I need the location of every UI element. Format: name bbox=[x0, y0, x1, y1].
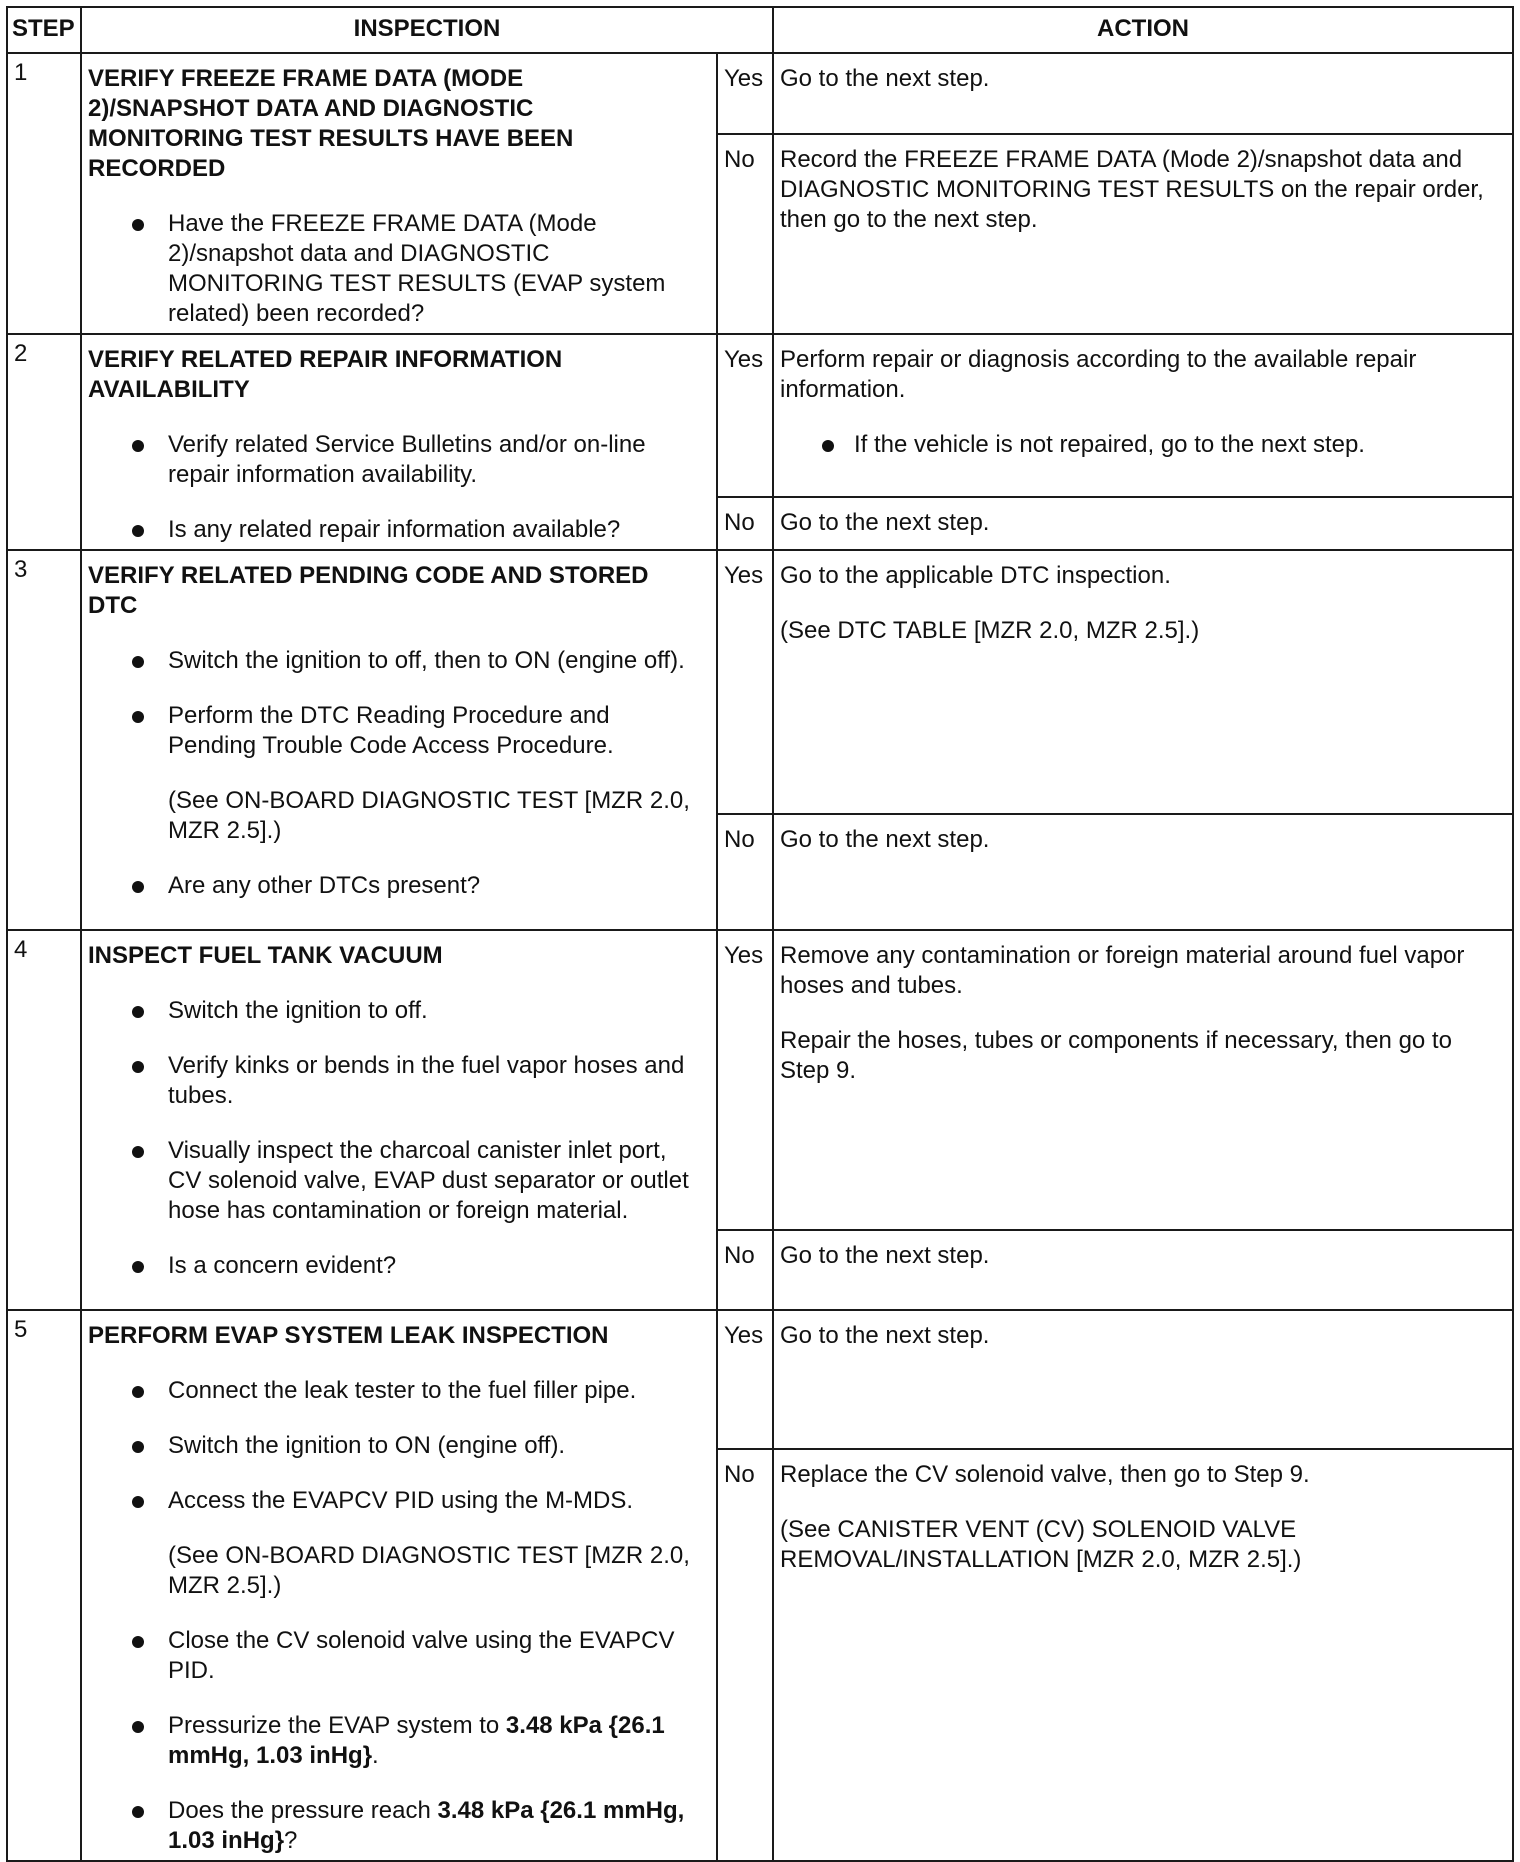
inspection-bullet: Connect the leak tester to the fuel filler pipe. bbox=[88, 1376, 710, 1406]
step-inspection bbox=[81, 1310, 717, 1861]
yes-action: Go to the next step. bbox=[773, 1310, 1513, 1449]
inspection-bullet: Verify related Service Bulletins and/or on-line repair information availability. bbox=[88, 430, 710, 490]
inspection-bullet: Close the CV solenoid valve using the EVAPCV PID. bbox=[88, 1626, 710, 1686]
step-number: 4 bbox=[7, 930, 81, 1310]
step-inspection bbox=[81, 334, 717, 550]
diagnostic-table bbox=[6, 6, 1514, 1862]
yes-label: Yes bbox=[717, 53, 773, 134]
no-label: No bbox=[717, 1230, 773, 1310]
step-2-yes-row bbox=[7, 334, 1513, 497]
action-bullet: If the vehicle is not repaired, go to the next step. bbox=[780, 430, 1506, 460]
yes-label: Yes bbox=[717, 1310, 773, 1449]
pressure-spec: 3.48 kPa {26.1 mmHg, 1.03 inHg} bbox=[168, 1797, 685, 1854]
no-action: Go to the next step. bbox=[773, 1230, 1513, 1310]
no-action: Replace the CV solenoid valve, then go to Step 9. (See CANISTER VENT (CV) SOLENOID VALVE REMOVAL/INSTALLATION [MZR 2.0, MZR 2.5].) bbox=[773, 1449, 1513, 1861]
step-column-header: STEP bbox=[7, 7, 81, 53]
no-label: No bbox=[717, 814, 773, 930]
table-header-row bbox=[7, 7, 1513, 53]
action-column-header: ACTION bbox=[773, 7, 1513, 53]
step-inspection bbox=[81, 930, 717, 1310]
action-note: Repair the hoses, tubes or components if necessary, then go to Step 9. bbox=[780, 1027, 1452, 1084]
inspection-bullet: Perform the DTC Reading Procedure and Pending Trouble Code Access Procedure. bbox=[88, 701, 710, 761]
no-label: No bbox=[717, 134, 773, 334]
reference-note: (See CANISTER VENT (CV) SOLENOID VALVE REMOVAL/INSTALLATION [MZR 2.0, MZR 2.5].) bbox=[780, 1516, 1302, 1574]
inspection-bullet: Access the EVAPCV PID using the M-MDS. bbox=[88, 1486, 710, 1516]
step-number: 2 bbox=[7, 334, 81, 550]
yes-action: Go to the applicable DTC inspection. (See DTC TABLE [MZR 2.0, MZR 2.5].) bbox=[773, 550, 1513, 814]
yes-label: Yes bbox=[717, 930, 773, 1230]
reference-note: (See DTC TABLE [MZR 2.0, MZR 2.5].) bbox=[780, 617, 1200, 644]
no-action: Record the FREEZE FRAME DATA (Mode 2)/snapshot data and DIAGNOSTIC MONITORING TEST RESULTS on the repair order, then go to the next step. bbox=[773, 134, 1513, 334]
step-title: VERIFY RELATED REPAIR INFORMATION AVAILABILITY bbox=[88, 346, 563, 403]
inspection-column-header: INSPECTION bbox=[81, 7, 773, 53]
inspection-bullet: Pressurize the EVAP system to 3.48 kPa {26.1 mmHg, 1.03 inHg}. bbox=[88, 1711, 710, 1771]
inspection-question: Is any related repair information available? bbox=[88, 515, 710, 545]
step-inspection bbox=[81, 550, 717, 930]
inspection-bullet: Visually inspect the charcoal canister inlet port, CV solenoid valve, EVAP dust separator or outlet hose has contamination or foreign material. bbox=[88, 1136, 710, 1226]
no-label: No bbox=[717, 497, 773, 550]
reference-note: (See ON-BOARD DIAGNOSTIC TEST [MZR 2.0, MZR 2.5].) bbox=[168, 1542, 690, 1599]
inspection-question: Is a concern evident? bbox=[88, 1251, 710, 1281]
step-number: 3 bbox=[7, 550, 81, 930]
inspection-question: Does the pressure reach 3.48 kPa {26.1 mmHg, 1.03 inHg}? bbox=[88, 1796, 710, 1856]
inspection-bullet: Switch the ignition to ON (engine off). bbox=[88, 1431, 710, 1461]
inspection-question: Are any other DTCs present? bbox=[88, 871, 710, 901]
step-4-yes-row bbox=[7, 930, 1513, 1230]
step-title: VERIFY RELATED PENDING CODE AND STORED DTC bbox=[88, 562, 649, 619]
step-title: PERFORM EVAP SYSTEM LEAK INSPECTION bbox=[88, 1322, 609, 1349]
step-number: 5 bbox=[7, 1310, 81, 1861]
inspection-bullet: Switch the ignition to off, then to ON (engine off). bbox=[88, 646, 710, 676]
no-action: Go to the next step. bbox=[773, 497, 1513, 550]
diagnostic-procedure bbox=[6, 6, 1514, 1862]
reference-note: (See ON-BOARD DIAGNOSTIC TEST [MZR 2.0, MZR 2.5].) bbox=[168, 787, 690, 844]
inspection-bullet: Have the FREEZE FRAME DATA (Mode 2)/snapshot data and DIAGNOSTIC MONITORING TEST RESULTS (EVAP system related) been recorded? bbox=[88, 209, 710, 329]
no-label: No bbox=[717, 1449, 773, 1861]
yes-action: Perform repair or diagnosis according to the available repair information. If the vehicle is not repaired, go to the next step. bbox=[773, 334, 1513, 497]
step-title: INSPECT FUEL TANK VACUUM bbox=[88, 942, 443, 969]
step-3-yes-row bbox=[7, 550, 1513, 814]
no-action: Go to the next step. bbox=[773, 814, 1513, 930]
step-5-yes-row bbox=[7, 1310, 1513, 1449]
yes-action: Go to the next step. bbox=[773, 53, 1513, 134]
step-inspection bbox=[81, 53, 717, 334]
inspection-bullet: Switch the ignition to off. bbox=[88, 996, 710, 1026]
pressure-spec: 3.48 kPa {26.1 mmHg, 1.03 inHg} bbox=[168, 1712, 665, 1769]
step-number: 1 bbox=[7, 53, 81, 334]
step-1-yes-row bbox=[7, 53, 1513, 134]
step-title: VERIFY FREEZE FRAME DATA (MODE 2)/SNAPSHOT DATA AND DIAGNOSTIC MONITORING TEST RESULTS HAVE BEEN RECORDED bbox=[88, 65, 574, 182]
yes-label: Yes bbox=[717, 334, 773, 497]
yes-action: Remove any contamination or foreign material around fuel vapor hoses and tubes. Repair the hoses, tubes or components if necessary, then go to Step 9. bbox=[773, 930, 1513, 1230]
inspection-bullet: Verify kinks or bends in the fuel vapor hoses and tubes. bbox=[88, 1051, 710, 1111]
yes-label: Yes bbox=[717, 550, 773, 814]
